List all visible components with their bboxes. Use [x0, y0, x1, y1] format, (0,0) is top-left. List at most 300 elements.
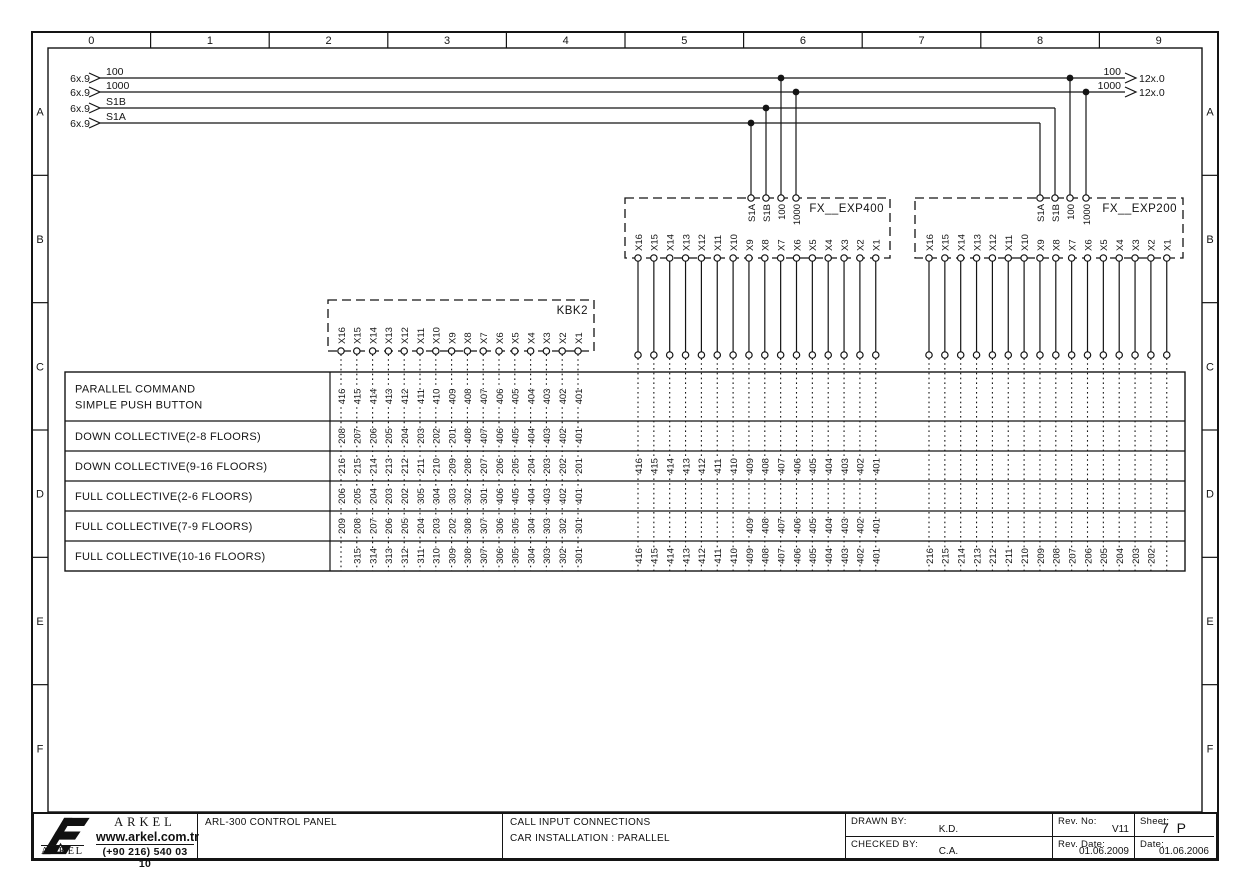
call-number: 408: [760, 458, 772, 474]
call-number: 312: [400, 548, 411, 564]
top-terminal-label: S1B: [761, 204, 773, 222]
top-terminal-circle-100: [778, 195, 784, 201]
call-number: 406: [494, 488, 506, 504]
call-number: 401: [871, 458, 883, 474]
call-number: 206: [1083, 548, 1095, 564]
terminal-label: X3: [542, 332, 554, 344]
terminal-circle-x8: [1053, 255, 1059, 261]
row-band-label-left: B: [36, 234, 44, 246]
terminal-label: X9: [1035, 239, 1047, 251]
call-number: 206: [494, 458, 506, 474]
call-number: 416: [336, 388, 348, 405]
call-number: 202: [558, 458, 569, 474]
date-row: [1135, 836, 1214, 858]
row-band-label-right: D: [1206, 488, 1214, 501]
call-number: 205: [1099, 548, 1111, 564]
junction-terminal-circle: [1053, 352, 1059, 358]
call-number: 209: [447, 458, 459, 474]
terminal-circle-x3: [841, 255, 847, 261]
call-number: 308: [463, 548, 475, 564]
call-number: 302: [558, 548, 569, 564]
call-number: 402: [855, 518, 867, 534]
call-number: 203: [542, 458, 554, 474]
junction-terminal-circle: [651, 352, 657, 358]
wire-entry-tag: 6x.9: [70, 118, 90, 130]
terminal-circle-x7: [480, 348, 486, 354]
block-title-exp200: FX__EXP200: [1102, 203, 1177, 215]
call-number: 202: [400, 488, 411, 504]
checked-by-value: C.A.: [938, 846, 959, 857]
call-number: 405: [808, 548, 820, 564]
inner-frame: [48, 48, 1202, 812]
column-band-label: 5: [681, 35, 688, 47]
junction-terminal-circle: [825, 352, 831, 358]
call-number: 202: [431, 428, 443, 444]
top-terminal-circle-100: [1067, 195, 1073, 201]
date-label: Date:: [1140, 839, 1165, 850]
block-title-kbk2: KBK2: [556, 305, 588, 317]
junction-terminal-circle: [942, 352, 948, 358]
terminal-label: X1: [1162, 239, 1174, 251]
call-number: 407: [776, 458, 788, 474]
call-number: 311: [415, 548, 427, 564]
terminal-label: X11: [415, 327, 427, 344]
column-band-label: 1: [206, 35, 213, 47]
terminal-label: X1: [871, 239, 883, 251]
call-number: 313: [384, 548, 396, 564]
wire-entry-tag: 6x.9: [70, 73, 90, 85]
call-number: 212: [400, 458, 411, 474]
top-terminal-label: S1A: [1035, 204, 1047, 222]
top-terminal-label: 100: [776, 204, 788, 220]
call-number: 403: [542, 388, 554, 405]
call-number: 401: [871, 518, 883, 534]
call-number: 405: [808, 518, 820, 534]
call-number: 402: [855, 548, 867, 564]
junction-terminal-circle: [1116, 352, 1122, 358]
terminal-label: X12: [988, 234, 1000, 251]
call-number: 305: [510, 548, 522, 564]
terminal-circle-x7: [1068, 255, 1074, 261]
call-number: 306: [494, 518, 506, 534]
call-number: 207: [479, 458, 490, 474]
call-number: 408: [760, 518, 772, 534]
company-website: www.arkel.com.tr: [96, 830, 200, 844]
terminal-label: X5: [808, 239, 820, 251]
junction-terminal-circle: [793, 352, 799, 358]
junction-terminal-circle: [667, 352, 673, 358]
call-number: 406: [792, 518, 804, 534]
call-number: 307: [479, 518, 490, 534]
junction-terminal-circle: [809, 352, 815, 358]
call-number: 412: [400, 388, 411, 405]
call-number: 405: [510, 388, 522, 405]
terminal-label: X4: [1115, 239, 1126, 251]
call-number: 401: [573, 428, 585, 444]
call-number: 301: [479, 488, 490, 504]
terminal-label: X15: [649, 234, 661, 251]
terminal-label: X10: [431, 327, 443, 344]
wire-exit-tag: 12x.0: [1139, 73, 1165, 85]
top-terminal-label: S1A: [746, 204, 758, 222]
terminal-circle-x3: [543, 348, 549, 354]
company-phone: (+90 216) 540 03 10: [102, 846, 188, 870]
terminal-circle-x7: [777, 255, 783, 261]
call-number: 203: [1130, 548, 1142, 564]
junction-dot: [778, 75, 785, 82]
call-number: 304: [431, 488, 443, 504]
call-number: 404: [824, 548, 835, 564]
junction-dot: [748, 120, 755, 127]
terminal-circle-x11: [714, 255, 720, 261]
wire-name: S1A: [106, 111, 126, 123]
junction-terminal-circle: [989, 352, 995, 358]
call-number: 406: [494, 388, 506, 405]
subject-line-1: CALL INPUT CONNECTIONS: [510, 817, 651, 828]
call-number: 406: [792, 458, 804, 474]
checked-by-row: [846, 836, 1052, 858]
call-number: 305: [510, 518, 522, 534]
top-terminal-label: S1B: [1050, 204, 1062, 222]
terminal-circle-x9: [1037, 255, 1043, 261]
exit-chevron-icon: [1125, 73, 1136, 83]
call-number: 402: [558, 428, 569, 444]
top-terminal-label: 1000: [1081, 204, 1093, 226]
row-band-label-left: F: [36, 743, 44, 756]
terminal-label: X15: [940, 234, 952, 251]
terminal-circle-x13: [385, 348, 391, 354]
call-number: 404: [824, 458, 835, 474]
top-terminal-circle-1000: [1083, 195, 1089, 201]
terminal-label: X1: [573, 332, 585, 344]
call-number: 215: [352, 458, 364, 474]
terminal-label: X14: [956, 234, 968, 251]
column-band-label: 6: [799, 35, 806, 47]
top-terminal-circle-s1a: [748, 195, 754, 201]
call-number: 310: [431, 548, 443, 564]
terminal-label: X3: [1130, 239, 1142, 251]
row-band-label-left: A: [36, 106, 44, 119]
terminal-label: X4: [526, 332, 538, 344]
call-number: 412: [697, 458, 709, 474]
call-number: 408: [463, 428, 475, 444]
logo-caption: ARKEL: [41, 846, 84, 857]
table-row-label: FULL COLLECTIVE(2-6 FLOORS): [75, 491, 253, 503]
call-number: 301: [573, 548, 585, 564]
call-number: 408: [463, 388, 475, 405]
call-number: 403: [542, 428, 554, 444]
row-band-label-right: B: [1206, 234, 1214, 246]
call-number: 205: [384, 428, 396, 444]
terminal-label: X14: [368, 327, 380, 344]
call-number: 211: [1004, 548, 1016, 564]
call-number: 413: [681, 548, 693, 564]
call-number: 403: [839, 458, 851, 474]
terminal-label: X6: [1083, 239, 1095, 251]
call-number: 301: [573, 518, 585, 534]
drawn-by-value: K.D.: [938, 824, 959, 835]
call-number: 404: [824, 518, 835, 534]
terminal-circle-x16: [926, 255, 932, 261]
terminal-circle-x5: [512, 348, 518, 354]
terminal-circle-x10: [730, 255, 736, 261]
drawn-by-row: [846, 814, 1052, 836]
call-number: 404: [526, 388, 538, 405]
terminal-label: X3: [839, 239, 851, 251]
junction-terminal-circle: [873, 352, 879, 358]
call-number: 205: [352, 488, 364, 504]
call-number: 304: [526, 518, 538, 534]
sheet-label: Sheet:: [1140, 816, 1170, 827]
call-number: 409: [744, 518, 756, 534]
call-number: 406: [494, 428, 506, 444]
call-number: 401: [573, 388, 585, 405]
call-number: 207: [352, 428, 364, 444]
terminal-circle-x1: [873, 255, 879, 261]
call-number: 214: [956, 548, 968, 564]
call-number: 203: [415, 428, 427, 444]
call-number: 210: [431, 458, 443, 474]
terminal-circle-x3: [1132, 255, 1138, 261]
terminal-label: X6: [494, 332, 506, 344]
call-number: 409: [447, 388, 459, 405]
terminal-circle-x1: [1164, 255, 1170, 261]
rev-date-label: Rev. Date:: [1058, 839, 1106, 850]
junction-dot: [763, 105, 770, 112]
call-number: 207: [368, 518, 380, 534]
call-number: 410: [728, 548, 740, 564]
call-number: 209: [1035, 548, 1047, 564]
call-number: 308: [463, 518, 475, 534]
call-number: 208: [1051, 548, 1063, 564]
call-number: 211: [415, 458, 427, 474]
call-number: 410: [728, 458, 740, 474]
call-number: 405: [808, 458, 820, 474]
call-number: 207: [1067, 548, 1079, 564]
terminal-label: X16: [924, 234, 936, 251]
top-terminal-label: 100: [1065, 204, 1077, 220]
terminal-circle-x1: [575, 348, 581, 354]
call-number: 309: [447, 548, 459, 564]
rev-date-row: [1053, 836, 1134, 858]
call-number: 415: [649, 548, 661, 564]
terminal-circle-x2: [559, 348, 565, 354]
call-number: 404: [526, 488, 538, 504]
call-number: 401: [871, 548, 883, 564]
terminal-label: X9: [744, 239, 756, 251]
table-row-label: FULL COLLECTIVE(10-16 FLOORS): [75, 551, 266, 563]
call-number: 202: [1146, 548, 1158, 564]
call-number: 411: [415, 388, 427, 405]
terminal-label: X2: [558, 332, 569, 344]
wire-exit-tag: 12x.0: [1139, 87, 1165, 99]
wire-entry-tag: 6x.9: [70, 103, 90, 115]
call-number: 213: [384, 458, 396, 474]
call-number: 407: [479, 428, 490, 444]
terminal-circle-x4: [527, 348, 533, 354]
rev-date-value: 01.06.2009: [1078, 846, 1129, 857]
call-number: 405: [510, 428, 522, 444]
terminal-circle-x4: [1116, 255, 1122, 261]
junction-terminal-circle: [777, 352, 783, 358]
call-number: 203: [384, 488, 396, 504]
terminal-label: X2: [1146, 239, 1158, 251]
junction-terminal-circle: [1132, 352, 1138, 358]
call-number: 409: [744, 458, 756, 474]
junction-terminal-circle: [1037, 352, 1043, 358]
junction-terminal-circle: [973, 352, 979, 358]
column-band-label: 0: [88, 35, 95, 47]
wire-name: S1B: [106, 96, 126, 108]
call-number: 213: [972, 548, 984, 564]
entry-chevron-icon: [89, 118, 100, 128]
call-number: 303: [447, 488, 459, 504]
terminal-circle-x16: [635, 255, 641, 261]
terminal-label: X7: [1067, 239, 1079, 251]
terminal-label: X11: [713, 234, 725, 251]
junction-terminal-circle: [635, 352, 641, 358]
junction-terminal-circle: [714, 352, 720, 358]
junction-terminal-circle: [958, 352, 964, 358]
call-number: 315: [352, 548, 364, 564]
sheet-cell: [1135, 814, 1214, 858]
terminal-label: X7: [479, 332, 490, 344]
call-number: 303: [542, 548, 554, 564]
title-block-logo-cell: [34, 814, 200, 870]
call-number: 202: [447, 518, 459, 534]
junction-terminal-circle: [857, 352, 863, 358]
terminal-circle-x13: [682, 255, 688, 261]
call-number: 204: [526, 458, 538, 474]
call-number: 307: [479, 548, 490, 564]
call-number: 413: [384, 388, 396, 405]
call-number: 204: [415, 518, 427, 534]
junction-terminal-circle: [1100, 352, 1106, 358]
terminal-label: X12: [400, 327, 411, 344]
terminal-label: X10: [728, 234, 740, 251]
top-terminal-circle-s1b: [763, 195, 769, 201]
call-number: 403: [839, 518, 851, 534]
call-number: 205: [510, 458, 522, 474]
call-number: 314: [368, 548, 380, 564]
terminal-circle-x6: [793, 255, 799, 261]
call-number: 409: [744, 548, 756, 564]
subject-line-2: CAR INSTALLATION : PARALLEL: [510, 833, 670, 844]
junction-terminal-circle: [762, 352, 768, 358]
junction-dot: [1067, 75, 1074, 82]
table-row-label: SIMPLE PUSH BUTTON: [75, 399, 203, 412]
terminal-label: X10: [1019, 234, 1031, 251]
title-block: [32, 812, 1218, 870]
sheet-row: [1135, 814, 1214, 836]
terminal-circle-x11: [417, 348, 423, 354]
rev-no-value: V11: [1111, 824, 1129, 835]
call-number: 303: [542, 518, 554, 534]
call-number: 402: [558, 488, 569, 504]
terminal-circle-x9: [746, 255, 752, 261]
call-number: 406: [792, 548, 804, 564]
terminal-circle-x12: [698, 255, 704, 261]
terminal-circle-x8: [762, 255, 768, 261]
table-row-label: FULL COLLECTIVE(7-9 FLOORS): [75, 521, 253, 533]
call-number: 407: [776, 548, 788, 564]
call-number: 214: [368, 458, 380, 474]
sheet-value: 7 P: [1160, 820, 1188, 836]
call-number: 205: [400, 518, 411, 534]
call-number: 302: [463, 488, 475, 504]
call-number: 407: [479, 388, 490, 405]
top-terminal-circle-s1a: [1037, 195, 1043, 201]
call-number: 206: [384, 518, 396, 534]
panel-name-cell: [198, 814, 503, 858]
terminal-label: X8: [463, 332, 475, 344]
junction-terminal-circle: [841, 352, 847, 358]
terminal-circle-x14: [369, 348, 375, 354]
terminal-circle-x10: [433, 348, 439, 354]
terminal-circle-x4: [825, 255, 831, 261]
terminal-circle-x6: [1084, 255, 1090, 261]
call-number: 416: [633, 458, 645, 474]
junction-terminal-circle: [682, 352, 688, 358]
terminal-circle-x5: [809, 255, 815, 261]
call-number: 201: [447, 428, 459, 444]
junction-terminal-circle: [698, 352, 704, 358]
call-number: 203: [431, 518, 443, 534]
column-band-label: 3: [444, 35, 451, 47]
terminal-circle-x9: [448, 348, 454, 354]
call-number: 403: [839, 548, 851, 564]
block-title-exp400: FX__EXP400: [809, 203, 884, 215]
table-row-label: DOWN COLLECTIVE(9-16 FLOORS): [75, 461, 268, 473]
revision-cell: [1053, 814, 1135, 858]
terminal-label: X13: [681, 234, 693, 251]
terminal-label: X8: [1051, 239, 1063, 251]
terminal-label: X6: [792, 239, 804, 251]
call-number: 415: [649, 458, 661, 474]
rev-no-label: Rev. No:: [1058, 816, 1097, 827]
call-number: 402: [558, 388, 569, 405]
junction-terminal-circle: [746, 352, 752, 358]
call-number: 411: [713, 548, 725, 564]
terminal-label: X9: [447, 332, 459, 344]
call-number: 416: [633, 548, 645, 564]
call-number: 410: [431, 388, 443, 405]
call-number: 212: [988, 548, 1000, 564]
terminal-circle-x15: [942, 255, 948, 261]
terminal-circle-x12: [401, 348, 407, 354]
column-band-label: 9: [1155, 35, 1162, 47]
call-number: 304: [526, 548, 538, 564]
rev-no-row: [1053, 814, 1134, 836]
terminal-label: X4: [824, 239, 835, 251]
junction-terminal-circle: [1005, 352, 1011, 358]
call-number: 411: [713, 458, 725, 474]
wire-name-exit: 100: [1103, 66, 1121, 78]
call-number: 408: [760, 548, 772, 564]
call-number: 215: [940, 548, 952, 564]
call-number: 413: [681, 458, 693, 474]
row-band-label-right: E: [1206, 616, 1214, 628]
row-band-label-left: E: [36, 616, 44, 628]
wire-name: 100: [106, 66, 124, 78]
terminal-circle-x11: [1005, 255, 1011, 261]
call-number: 402: [855, 458, 867, 474]
call-number: 412: [697, 548, 709, 564]
call-number: 204: [400, 428, 411, 444]
wire-name-exit: 1000: [1097, 80, 1121, 92]
terminal-circle-x15: [651, 255, 657, 261]
top-terminal-label: 1000: [791, 204, 803, 226]
